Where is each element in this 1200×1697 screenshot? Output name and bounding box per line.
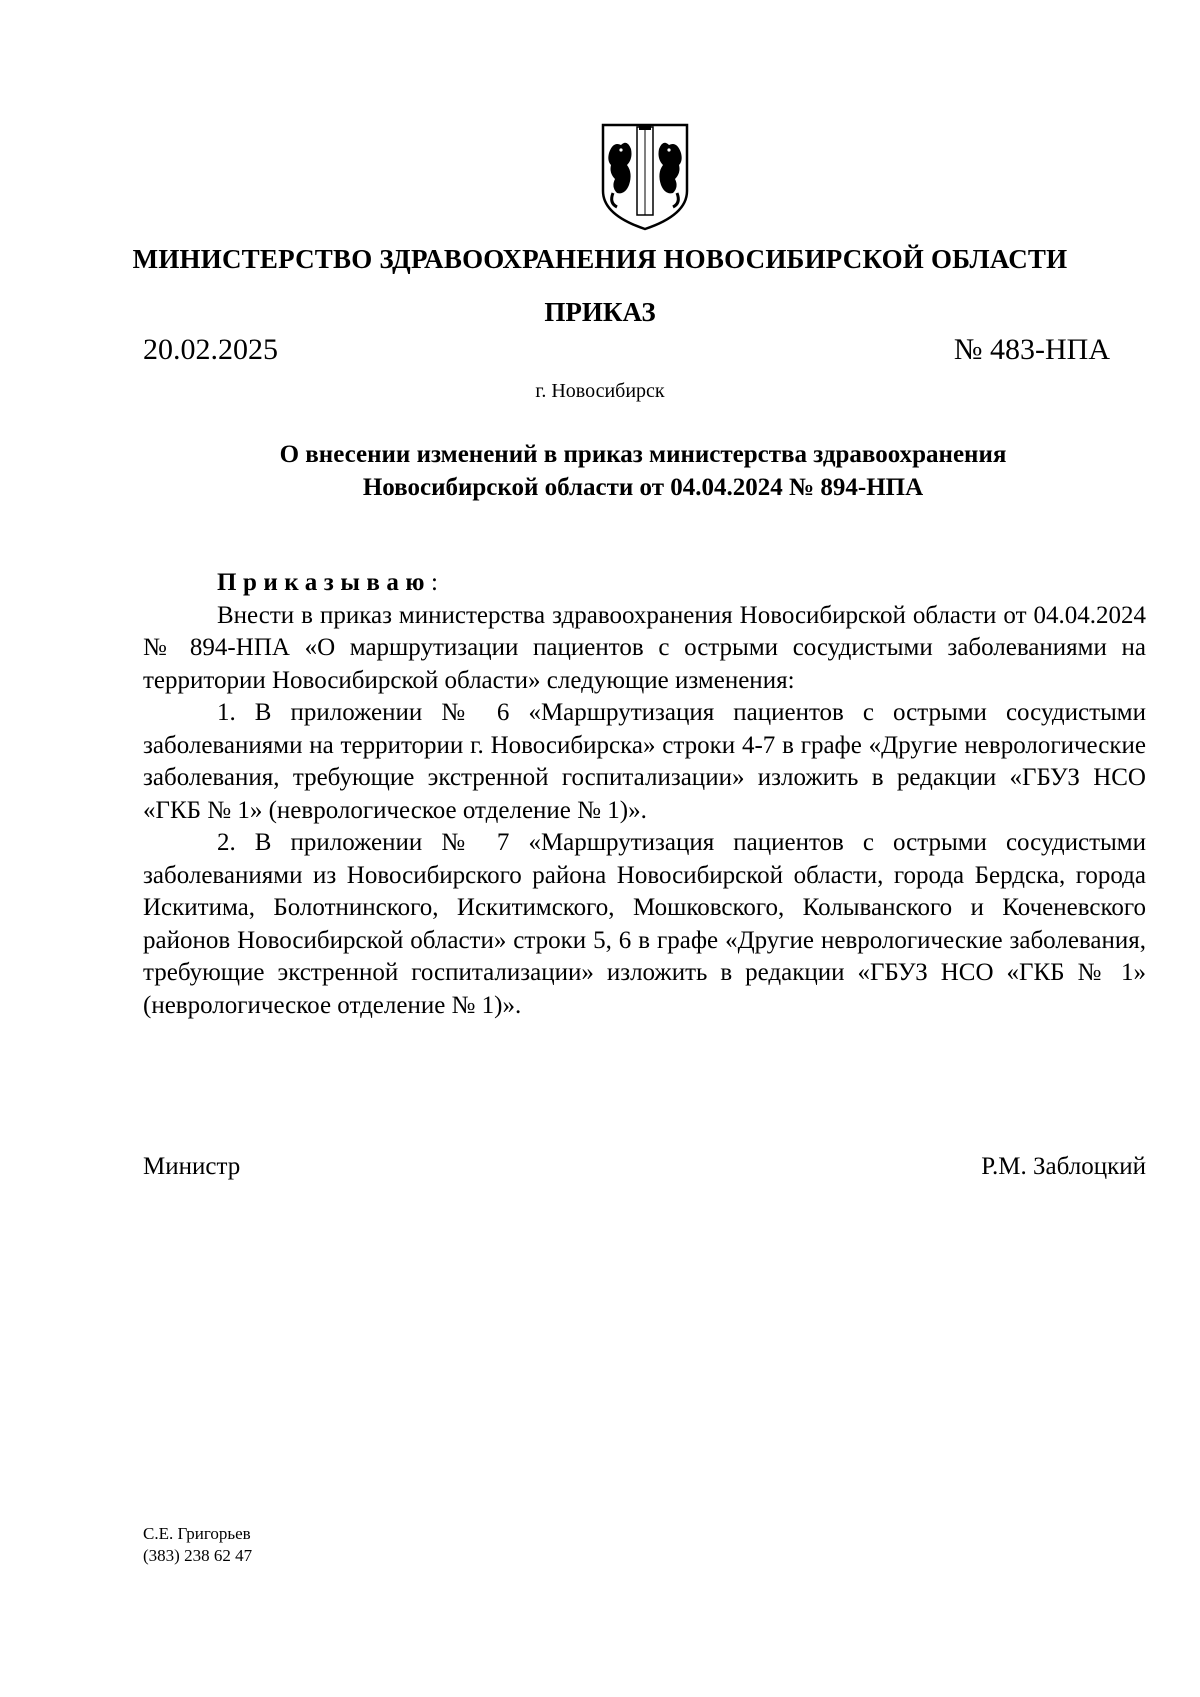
coat-of-arms-icon bbox=[599, 123, 691, 231]
document-type: ПРИКАЗ bbox=[544, 297, 656, 327]
order-title-line-1: О внесении изменений в приказ министерства здравоохранения bbox=[279, 441, 1007, 468]
issue-city: г. Новосибирск bbox=[535, 380, 665, 402]
signatory-name: Р.М. Заблоцкий bbox=[981, 1153, 1146, 1180]
order-date: 20.02.2025 bbox=[143, 333, 278, 366]
executor-block bbox=[143, 1523, 252, 1567]
order-paragraph-intro: Внести в приказ министерства здравоохранения Новосибирской области от 04.04.2024 № 894-НПА «О маршрутизации пациентов с острыми сосудистыми заболеваниями на территории Новосибирской области» следующие изменения: bbox=[143, 601, 1146, 694]
order-title bbox=[143, 438, 1143, 504]
signatory-role: Министр bbox=[143, 1153, 241, 1180]
order-verb-colon: : bbox=[430, 569, 438, 596]
order-body bbox=[143, 567, 1146, 1022]
executor-name: С.Е. Григорьев bbox=[143, 1524, 251, 1543]
order-number: № 483-НПА bbox=[953, 333, 1110, 366]
ministry-name: МИНИСТЕРСТВО ЗДРАВООХРАНЕНИЯ НОВОСИБИРСКОЙ ОБЛАСТИ bbox=[132, 244, 1068, 274]
order-paragraph-item-2: 2. В приложении № 7 «Маршрутизация пациентов с острыми сосудистыми заболеваниями из Новосибирского района Новосибирской области, города Бердска, города Искитима, Болотнинского, Искитимского, Мошковского, Колыванского и Коченевского районов Новосибирской области» строки 5, 6 в графе «Другие неврологические заболевания, требующие экстренной госпитализации» изложить в редакции «ГБУЗ НСО «ГКБ № 1» (неврологическое отделение № 1)». bbox=[143, 829, 1146, 1019]
order-paragraph-item-1: 1. В приложении № 6 «Маршрутизация пациентов с острыми сосудистыми заболеваниями на территории г. Новосибирска» строки 4-7 в графе «Другие неврологические заболевания, требующие экстренной госпитализации» изложить в редакции «ГБУЗ НСО «ГКБ № 1» (неврологическое отделение № 1)». bbox=[143, 699, 1146, 824]
executor-phone: (383) 238 62 47 bbox=[143, 1546, 253, 1565]
order-directive bbox=[143, 567, 1146, 600]
order-verb: Приказываю bbox=[217, 569, 431, 596]
order-title-line-2: Новосибирской области от 04.04.2024 № 894-НПА bbox=[362, 474, 924, 501]
